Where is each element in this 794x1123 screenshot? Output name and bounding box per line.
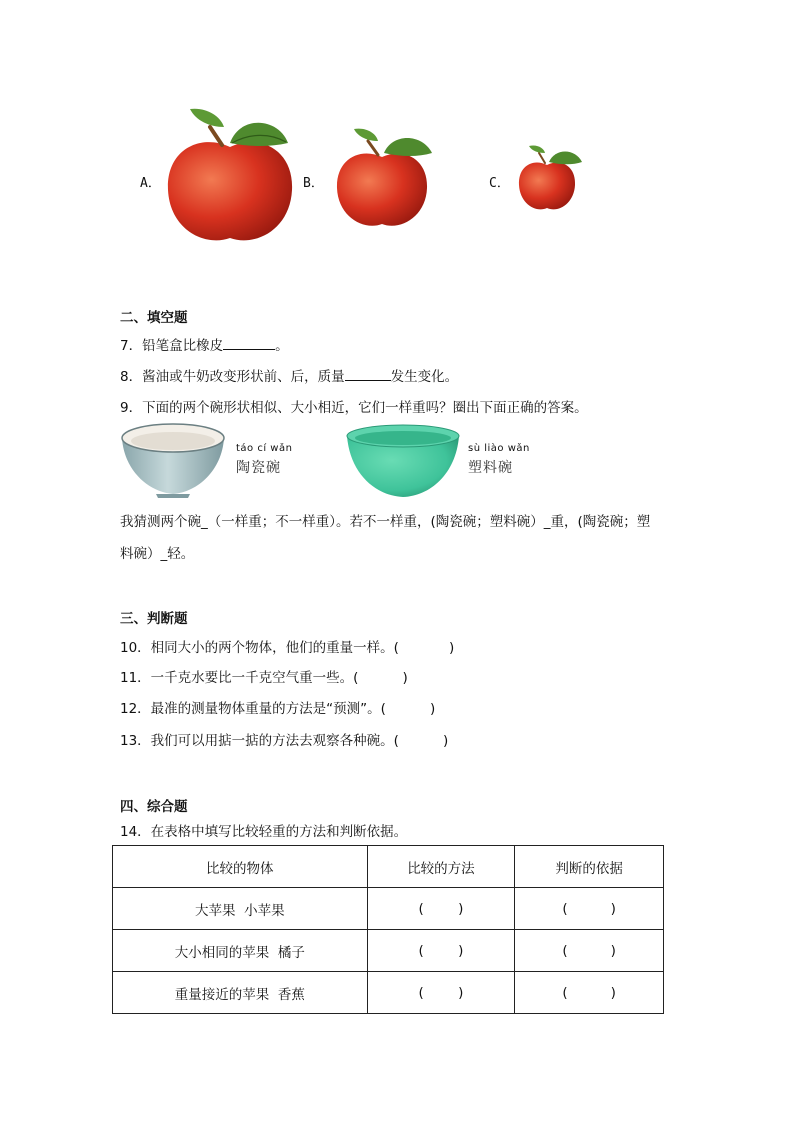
table-row xyxy=(113,888,664,930)
question-13 xyxy=(120,729,448,749)
question-9: 9．下面的两个碗形状相似、大小相近，它们一样重吗？圈出下面正确的答案。 xyxy=(120,400,588,416)
table-row xyxy=(113,972,664,1014)
table-header-row xyxy=(113,846,664,888)
section-comprehensive-title: 四、综合题 xyxy=(120,799,188,815)
table-cell-object: 重量接近的苹果 香蕉 xyxy=(113,972,368,1014)
plastic-bowl-image xyxy=(344,422,462,500)
question-7-text: 7．铅笔盒比橡皮 xyxy=(120,338,224,354)
question-11-answer-slot[interactable] xyxy=(358,670,402,686)
apple-medium-image xyxy=(332,125,437,233)
question-10-close: ) xyxy=(448,640,455,656)
table-header: 比较的物体 xyxy=(113,846,368,888)
question-10 xyxy=(120,636,454,656)
option-b-label: B． xyxy=(303,176,324,191)
question-12 xyxy=(120,697,435,717)
question-11-close: ) xyxy=(402,670,408,686)
apple-large-image xyxy=(160,105,300,250)
table-header: 比较的方法 xyxy=(367,846,515,888)
apple-small-image xyxy=(515,143,585,215)
question-8-end: 发生变化。 xyxy=(390,369,459,385)
question-7-blank[interactable] xyxy=(223,337,275,350)
question-13-text: 13．我们可以用掂一掂的方法去观察各种碗。( xyxy=(120,733,399,749)
table-cell-method[interactable]: ( ) xyxy=(367,888,515,930)
ceramic-bowl-image xyxy=(118,420,228,500)
table-cell-basis[interactable]: ( ) xyxy=(515,972,664,1014)
question-11-text: 11．一千克水要比一千克空气重一些。( xyxy=(120,670,359,686)
question-11 xyxy=(120,666,408,686)
question-10-answer-slot[interactable] xyxy=(399,640,449,656)
table-cell-method[interactable]: ( ) xyxy=(367,930,515,972)
question-13-answer-slot[interactable] xyxy=(399,733,443,749)
question-9-answer-line1: 我猜测两个碗_（一样重；不一样重）。若不一样重，(陶瓷碗；塑料碗）_重，(陶瓷碗；塑 xyxy=(120,514,651,530)
option-a-label: A． xyxy=(140,176,161,191)
question-8-text: 8．酱油或牛奶改变形状前、后，质量 xyxy=(120,369,345,385)
question-8 xyxy=(120,365,458,385)
ceramic-bowl-pinyin: táo cí wǎn xyxy=(236,443,293,454)
question-12-close: ) xyxy=(429,701,436,717)
question-12-text: 12．最准的测量物体重量的方法是“预测”。( xyxy=(120,701,386,717)
table-cell-object: 大苹果 小苹果 xyxy=(113,888,368,930)
comparison-table xyxy=(112,845,664,1014)
question-8-blank[interactable] xyxy=(345,368,391,381)
question-7-end: 。 xyxy=(275,338,289,354)
question-10-text: 10．相同大小的两个物体，他们的重量一样。( xyxy=(120,640,399,656)
table-header: 判断的依据 xyxy=(515,846,664,888)
question-14: 14．在表格中填写比较轻重的方法和判断依据。 xyxy=(120,824,408,840)
question-13-close: ) xyxy=(442,733,449,749)
section-true-false-title: 三、判断题 xyxy=(120,611,188,627)
table-cell-method[interactable]: ( ) xyxy=(367,972,515,1014)
section-fill-blank-title: 二、填空题 xyxy=(120,310,188,326)
ceramic-bowl-label: 陶瓷碗 xyxy=(236,460,281,476)
question-12-answer-slot[interactable] xyxy=(386,701,430,717)
plastic-bowl-label: 塑料碗 xyxy=(468,460,513,476)
question-9-answer-line2: 料碗）_轻。 xyxy=(120,546,195,562)
plastic-bowl-pinyin: sù liào wǎn xyxy=(468,443,530,454)
table-cell-basis[interactable]: ( ) xyxy=(515,888,664,930)
table-cell-basis[interactable]: ( ) xyxy=(515,930,664,972)
option-c-label: C． xyxy=(489,176,510,191)
table-row xyxy=(113,930,664,972)
question-7 xyxy=(120,334,289,354)
table-cell-object: 大小相同的苹果 橘子 xyxy=(113,930,368,972)
